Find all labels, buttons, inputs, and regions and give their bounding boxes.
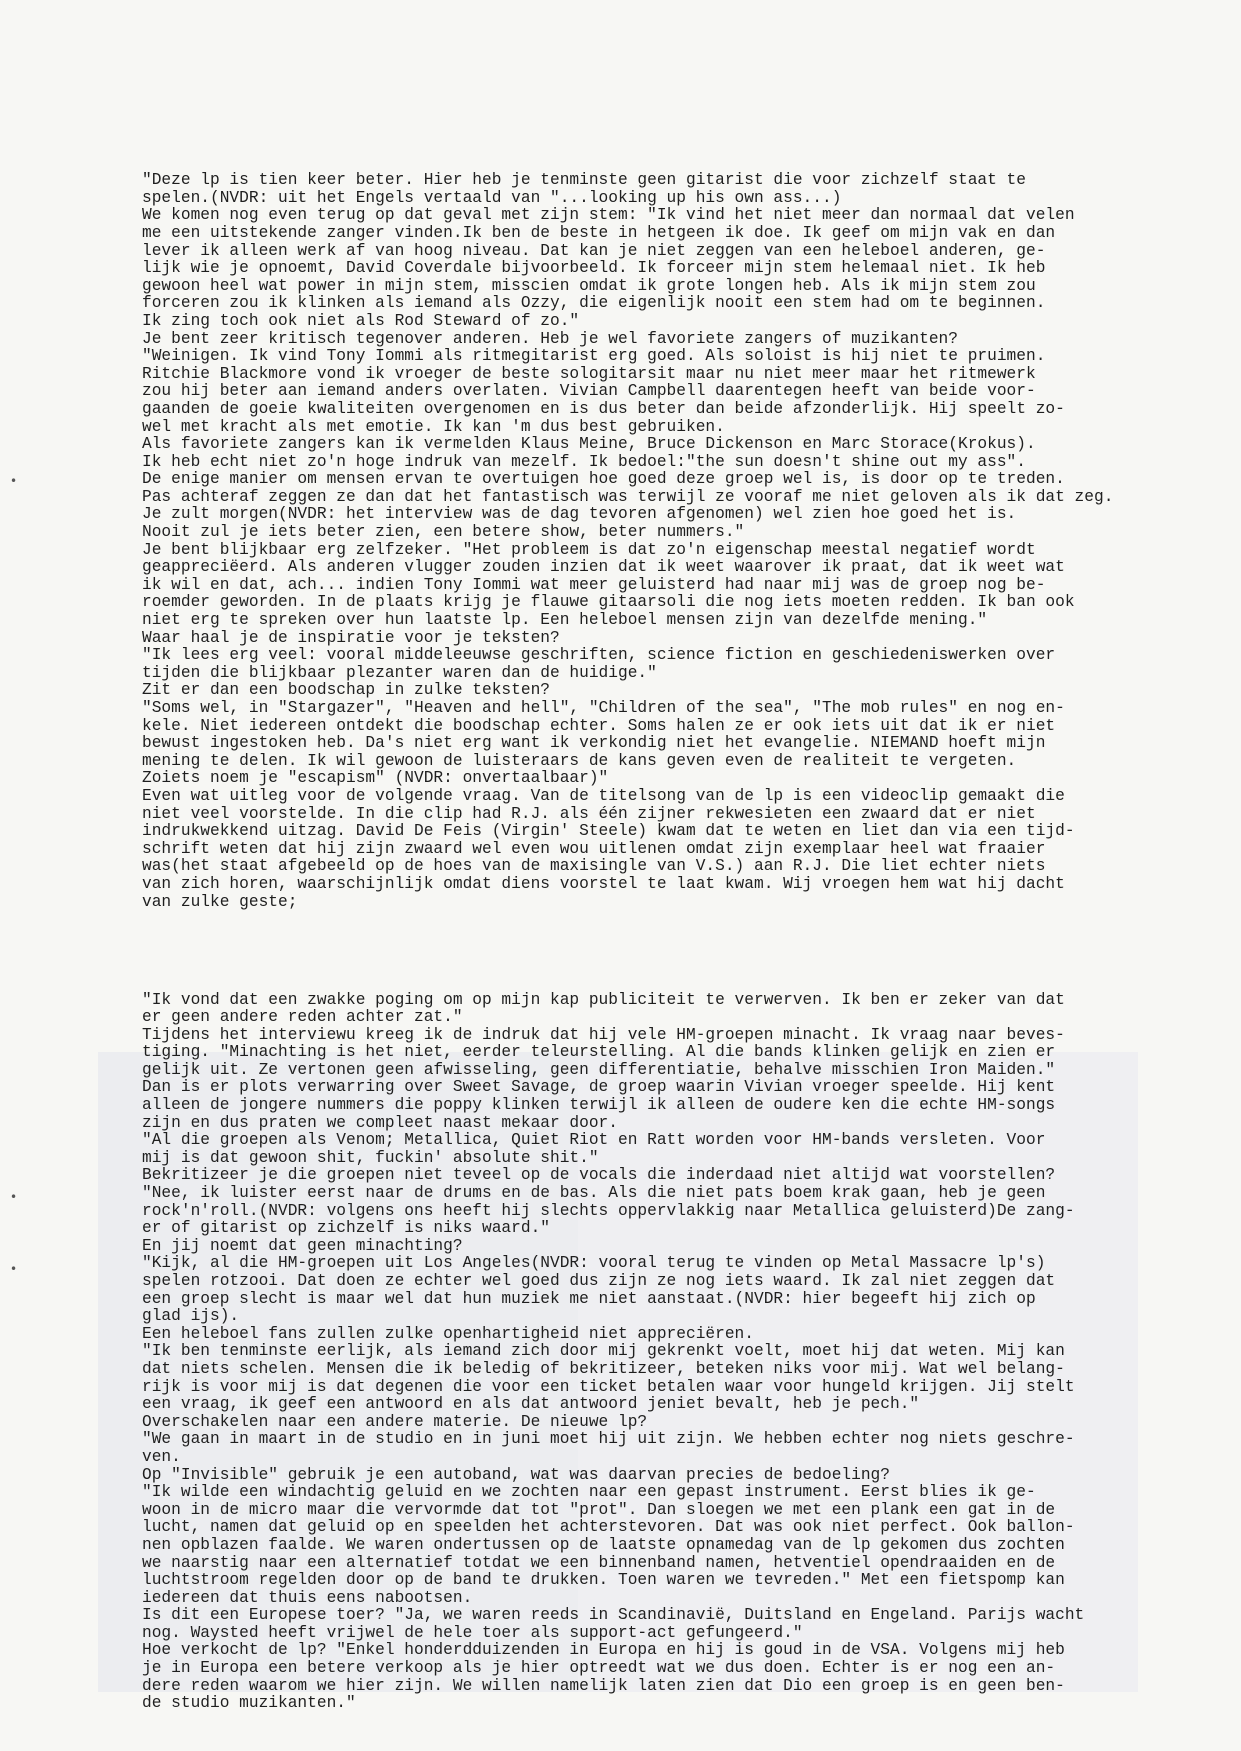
text-line: lijk wie je opnoemt, David Coverdale bijvoorbeeld. Ik forceer mijn stem helemaal niet. Ik heb [142, 259, 1046, 278]
text-line: We komen nog even terug op dat geval met zijn stem: "Ik vind het niet meer dan normaal dat velen [142, 206, 1075, 225]
staple-hole-mark: • [10, 474, 18, 488]
text-line: "We gaan in maart in de studio en in juni moet hij uit zijn. We hebben echter nog niets geschre- [142, 1430, 1075, 1449]
text-line: Je bent zeer kritisch tegenover anderen. Heb je wel favoriete zangers of muzikanten? [142, 329, 958, 348]
paragraph-gap [142, 946, 1172, 956]
text-line: zou hij beter aan iemand anders overlaten. Vivian Campbell daarentegen heeft van beide voor- [142, 382, 1036, 401]
text-line: niet veel voorstelde. In die clip had R.J. als één zijner rekwesieten een zwaard dat er niet [142, 804, 1036, 823]
text-line: Overschakelen naar een andere materie. De nieuwe lp? [142, 1412, 648, 1431]
text-line: Nooit zul je iets beter zien, een betere show, beter nummers." [142, 523, 745, 542]
text-line: Even wat uitleg voor de volgende vraag. Van de titelsong van de lp is een videoclip gemaakt die [142, 786, 1065, 805]
text-line: dere reden waarom we hier zijn. We willen namelijk laten zien dat Dio een groep is en geen ben- [142, 1676, 1065, 1695]
text-line: er geen andere reden achter zat." [142, 1008, 463, 1027]
text-line: "Ik lees erg veel: vooral middeleeuwse geschriften, science fiction en geschiedeniswerken over [142, 646, 1056, 665]
text-line: van zich horen, waarschijnlijk omdat diens voorstel te laat kwam. Wij vroegen hem wat hij dacht [142, 874, 1065, 893]
text-line: de studio muzikanten." [142, 1694, 356, 1713]
text-line: mening te delen. Ik wil gewoon de luisteraars de kans geven even de realiteit te vergeten. [142, 751, 1017, 770]
text-line: nen opblazen faalde. We waren ondertussen op de laatste opnamedag van de lp gekomen dus zochten [142, 1535, 1065, 1554]
text-line: Je zult morgen(NVDR: het interview was de dag tevoren afgenomen) wel zien hoe goed het is. [142, 505, 1017, 524]
text-line: ven. [142, 1447, 181, 1466]
staple-hole-mark: • [10, 1262, 18, 1276]
text-line: zijn en dus praten we compleet naast mekaar door. [142, 1113, 618, 1132]
text-line: Dan is er plots verwarring over Sweet Savage, de groep waarin Vivian vroeger speelde. Hij kent [142, 1078, 1056, 1097]
text-line: lucht, namen dat geluid op en speelden het achterstevoren. Dat was ook niet perfect. Ook ballon- [142, 1518, 1075, 1537]
text-line: niet erg te spreken over hun laatste lp. Een heleboel mensen zijn van dezelfde mening." [142, 611, 988, 630]
text-line: nog. Waysted heeft vrijwel de hele toer als support-act gefungeerd." [142, 1623, 803, 1642]
text-line: gewoon heel wat power in mijn stem, misscien omdat ik grote longen heb. Als ik mijn stem zou [142, 276, 1036, 295]
text-line: indrukwekkend uitzag. David De Feis (Virgin' Steele) kwam dat te weten en liet dan via een tijd- [142, 822, 1075, 841]
text-line: glad ijs). [142, 1307, 240, 1326]
text-line: woon in de micro maar die vervormde dat tot "prot". Dan sloegen we met een plank een gat in de [142, 1500, 1056, 1519]
text-line: van zulke geste; [142, 892, 298, 911]
text-line: een vraag, ik geef een antwoord en als dat antwoord jeniet bevalt, heb je pech." [142, 1395, 920, 1414]
text-line: Als favoriete zangers kan ik vermelden Klaus Meine, Bruce Dickenson en Marc Storace(Krokus). [142, 435, 1036, 454]
text-line: spelen.(NVDR: uit het Engels vertaald van "...looking up his own ass...) [142, 188, 842, 207]
text-line: Hoe verkocht de lp? "Enkel honderdduizenden in Europa en hij is goud in de VSA. Volgens mij heb [142, 1641, 1065, 1660]
article-section-1 [142, 172, 1172, 911]
text-line: een groep slecht is maar wel dat hun muziek me niet aanstaat.(NVDR: hier begeeft hij zich op [142, 1289, 1036, 1308]
text-line: Ik zing toch ook niet als Rod Steward of zo." [142, 311, 580, 330]
text-line: er of gitarist op zichzelf is niks waard." [142, 1219, 550, 1238]
article-section-2 [142, 992, 1172, 1713]
text-line: roemder geworden. In de plaats krijg je flauwe gitaarsoli die nog iets moeten redden. Ik ban ook [142, 593, 1075, 612]
text-line: alleen de jongere nummers die poppy klinken terwijl ik alleen de oudere ken die echte HM-songs [142, 1096, 1056, 1115]
text-line: geappreciëerd. Als anderen vlugger zouden inzien dat ik weet waarover ik praat, dat ik weet wat [142, 558, 1065, 577]
text-line: "Ik vond dat een zwakke poging om op mijn kap publiciteit te verwerven. Ik ben er zeker van dat [142, 990, 1065, 1009]
text-line: "Soms wel, in "Stargazer", "Heaven and hell", "Children of the sea", "The mob rules" en nog en- [142, 699, 1065, 717]
text-line: iedereen dat thuis eens nabootsen. [142, 1588, 473, 1607]
text-line: luchtstroom regelden door op de band te drukken. Toen waren we tevreden." Met een fietspomp kan [142, 1571, 1065, 1590]
text-line: mij is dat gewoon shit, fuckin' absolute shit." [142, 1148, 599, 1167]
text-line: rijk is voor mij is dat degenen die voor een ticket betalen waar voor hungeld krijgen. Jij stelt [142, 1377, 1075, 1396]
text-line: tijden die blijkbaar plezanter waren dan de huidige." [142, 663, 657, 682]
text-line: dat niets schelen. Mensen die ik beledig of bekritizeer, beteken niks voor mij. Wat wel belang- [142, 1359, 1065, 1378]
text-line: Is dit een Europese toer? "Ja, we waren reeds in Scandinavië, Duitsland en Engeland. Parijs wacht [142, 1606, 1085, 1625]
text-line: Zit er dan een boodschap in zulke teksten? [142, 681, 550, 700]
text-line: ik wil en dat, ach... indien Tony Iommi wat meer geluisterd had naar mij was de groep nog be- [142, 575, 1046, 594]
text-line: De enige manier om mensen ervan te overtuigen hoe goed deze groep wel is, is door op te treden. [142, 470, 1065, 489]
staple-hole-mark: • [10, 1190, 18, 1204]
text-line: lever ik alleen werk af van hoog niveau. Dat kan je niet zeggen van een heleboel anderen, ge- [142, 241, 1046, 260]
text-line: forceren zou ik klinken als iemand als Ozzy, die eigenlijk nooit een stem had om te beginnen. [142, 294, 1046, 313]
text-line: Bekritizeer je die groepen niet teveel op de vocals die inderdaad niet altijd wat voorstellen? [142, 1166, 1056, 1185]
text-line: "Deze lp is tien keer beter. Hier heb je tenminste geen gitarist die voor zichzelf staat te [142, 171, 1026, 190]
text-line: "Kijk, al die HM-groepen uit Los Angeles(NVDR: vooral terug te vinden op Metal Massacre lp's) [142, 1254, 1046, 1273]
text-line: me een uitstekende zanger vinden.Ik ben de beste in hetgeen ik doe. Ik geef om mijn vak en dan [142, 223, 1056, 242]
text-line: "Ik ben tenminste eerlijk, als iemand zich door mij gekrenkt voelt, moet hij dat weten. Mij kan [142, 1342, 1065, 1361]
text-line: was(het staat afgebeeld op de hoes van de maxisingle van V.S.) aan R.J. Die liet echter niets [142, 857, 1046, 876]
text-line: Zoiets noem je "escapism" (NVDR: onvertaalbaar)" [142, 769, 609, 788]
text-line: Pas achteraf zeggen ze dan dat het fantastisch was terwijl ze vooraf me niet geloven als ik dat zeg. [142, 487, 1114, 506]
text-line: we naarstig naar een alternatief totdat we een binnenband namen, hetventiel opendraaiden en de [142, 1553, 1056, 1572]
text-line: Tijdens het interviewu kreeg ik de indruk dat hij vele HM-groepen minacht. Ik vraag naar beves- [142, 1025, 1065, 1044]
text-line: gelijk uit. Ze vertonen geen afwisseling, geen differentiatie, behalve misschien Iron Maiden." [142, 1060, 1056, 1079]
text-line: Ritchie Blackmore vond ik vroeger de beste sologitarsit maar nu niet meer maar het ritmewerk [142, 364, 1036, 383]
text-line: En jij noemt dat geen minachting? [142, 1236, 463, 1255]
text-line: rock'n'roll.(NVDR: volgens ons heeft hij slechts oppervlakkig naar Metallica geluisterd)De zang- [142, 1201, 1075, 1220]
text-line: tiging. "Minachting is het niet, eerder teleurstelling. Al die bands klinken gelijk en zien er [142, 1043, 1056, 1062]
text-line: spelen rotzooi. Dat doen ze echter wel goed dus zijn ze nog iets waard. Ik zal niet zeggen dat [142, 1272, 1056, 1290]
text-line: bewust ingestoken heb. Da's niet erg want ik verkondig niet het evangelie. NIEMAND hoeft mijn [142, 734, 1046, 753]
text-line: Waar haal je de inspiratie voor je teksten? [142, 628, 560, 647]
text-line: schrift weten dat hij zijn zwaard wel even wou uitlenen omdat zijn exemplaar heel wat fraaier [142, 839, 1046, 858]
text-line: "Nee, ik luister eerst naar de drums en de bas. Als die niet pats boem krak gaan, heb je geen [142, 1184, 1046, 1203]
text-line: kele. Niet iedereen ontdekt die boodschap echter. Soms halen ze er ook iets uit dat ik er niet [142, 716, 1056, 735]
text-line: Een heleboel fans zullen zulke openhartigheid niet appreciëren. [142, 1324, 754, 1343]
text-line: "Weinigen. Ik vind Tony Iommi als ritmegitarist erg goed. Als soloist is hij niet te pruimen. [142, 347, 1046, 366]
text-line: "Ik wilde een windachtig geluid en we zochten naar een gepast instrument. Eerst blies ik ge- [142, 1483, 1036, 1502]
text-line: wel met kracht als met emotie. Ik kan 'm dus best gebruiken. [142, 417, 725, 436]
text-line: Ik heb echt niet zo'n hoge indruk van mezelf. Ik bedoel:"the sun doesn't shine out my ass". [142, 452, 1026, 471]
article-body [142, 137, 1172, 1748]
text-line: "Al die groepen als Venom; Metallica, Quiet Riot en Ratt worden voor HM-bands versleten. Voor [142, 1131, 1046, 1150]
text-line: je in Europa een betere verkoop als je hier optreedt wat we dus doen. Echter is er nog een an- [142, 1659, 1056, 1678]
text-line: gaanden de goeie kwaliteiten overgenomen en is dus beter dan beide afzonderlijk. Hij speelt zo- [142, 399, 1065, 418]
text-line: Je bent blijkbaar erg zelfzeker. "Het probleem is dat zo'n eigenschap meestal negatief wordt [142, 540, 1036, 559]
text-line: Op "Invisible" gebruik je een autoband, wat was daarvan precies de bedoeling? [142, 1465, 890, 1484]
